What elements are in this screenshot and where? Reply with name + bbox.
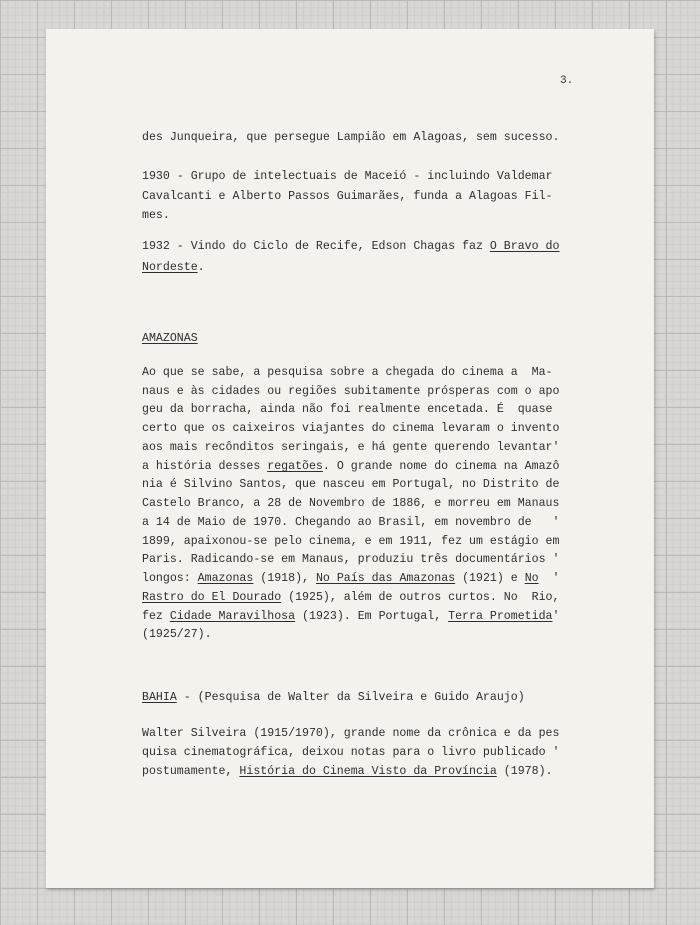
film-title: O Bravo do — [489, 240, 560, 253]
text-line: aos mais recônditos seringais, e há gente querendo levantar' — [142, 441, 560, 454]
text-span: . O grande nome do cinema na Amazô — [322, 460, 560, 473]
text-line: quisa cinematográfica, deixou notas para o livro publicado ' — [142, 746, 560, 759]
page-number: 3. — [560, 75, 574, 87]
text-line: des Junqueira, que persegue Lampião em Alagoas, sem sucesso. — [142, 131, 560, 144]
text-line: Cavalcanti e Alberto Passos Guimarães, funda a Alagoas Fil- — [142, 190, 553, 203]
text-line — [142, 610, 559, 623]
text-span: (1923). Em Portugal, — [295, 610, 449, 623]
text-line: naus e às cidades ou regiões subitamente prósperas com o apo — [142, 385, 560, 398]
film-title: Amazonas — [197, 572, 254, 585]
text-span: 1932 - Vindo do Ciclo de Recife, Edson Chagas faz — [142, 240, 490, 253]
text-span: . — [197, 261, 205, 274]
typewritten-page — [46, 29, 654, 888]
text-line: Ao que se sabe, a pesquisa sobre a chegada do cinema a Ma- — [142, 366, 553, 379]
text-line: 1899, apaixonou-se pelo cinema, e em 1911, fez um estágio em — [142, 535, 560, 548]
text-line: mes. — [142, 209, 170, 222]
film-title: No — [524, 572, 539, 585]
text-span: (1925), além de outros curtos. No Rio, — [281, 591, 560, 604]
text-span: (1921) e — [455, 572, 525, 585]
text-line — [142, 261, 205, 274]
text-line: geu da borracha, ainda não foi realmente encetada. É quase — [142, 403, 553, 416]
underlined-term: regatões — [267, 460, 323, 473]
text-span: ' — [538, 572, 560, 585]
text-line — [142, 572, 560, 585]
film-title: Rastro do El Dourado — [142, 591, 282, 604]
text-line: Walter Silveira (1915/1970), grande nome da crônica e da pes — [142, 727, 560, 740]
film-title: Cidade Maravilhosa — [169, 610, 296, 623]
text-span: (1918), — [253, 572, 316, 585]
heading-note: - (Pesquisa de Walter da Silveira e Guido Araujo) — [176, 691, 525, 704]
text-line: certo que os caixeiros viajantes do cinema levaram o invento — [142, 422, 560, 435]
text-line — [142, 460, 559, 473]
text-span: fez — [142, 610, 170, 623]
text-line — [142, 765, 553, 778]
text-line: (1925/27). — [142, 628, 212, 641]
text-line: nia é Silvino Santos, que nasceu em Portugal, no Distrito de — [142, 478, 560, 491]
text-span: longos: — [142, 572, 198, 585]
text-line: Paris. Radicando-se em Manaus, produziu três documentários ' — [142, 553, 560, 566]
film-title: Terra Prometida — [448, 610, 553, 623]
film-title: Nordeste — [142, 261, 198, 274]
text-line: 1930 - Grupo de intelectuais de Maceió - incluindo Valdemar — [142, 170, 553, 183]
text-span: postumamente, — [142, 765, 240, 778]
book-title: História do Cinema Visto da Província — [239, 765, 497, 778]
film-title: No País das Amazonas — [315, 572, 456, 585]
text-line — [142, 240, 559, 253]
text-span: (1978). — [496, 765, 553, 778]
text-span: ' — [552, 610, 560, 623]
text-line: a 14 de Maio de 1970. Chegando ao Brasil, em novembro de ' — [142, 516, 560, 529]
section-heading-bahia — [142, 691, 525, 704]
text-line: Castelo Branco, a 28 de Novembro de 1886, e morreu em Manaus — [142, 497, 560, 510]
section-heading-amazonas: AMAZONAS — [142, 332, 198, 345]
heading-label: BAHIA — [142, 691, 177, 704]
text-span: a história desses — [142, 460, 268, 473]
text-line — [142, 591, 559, 604]
